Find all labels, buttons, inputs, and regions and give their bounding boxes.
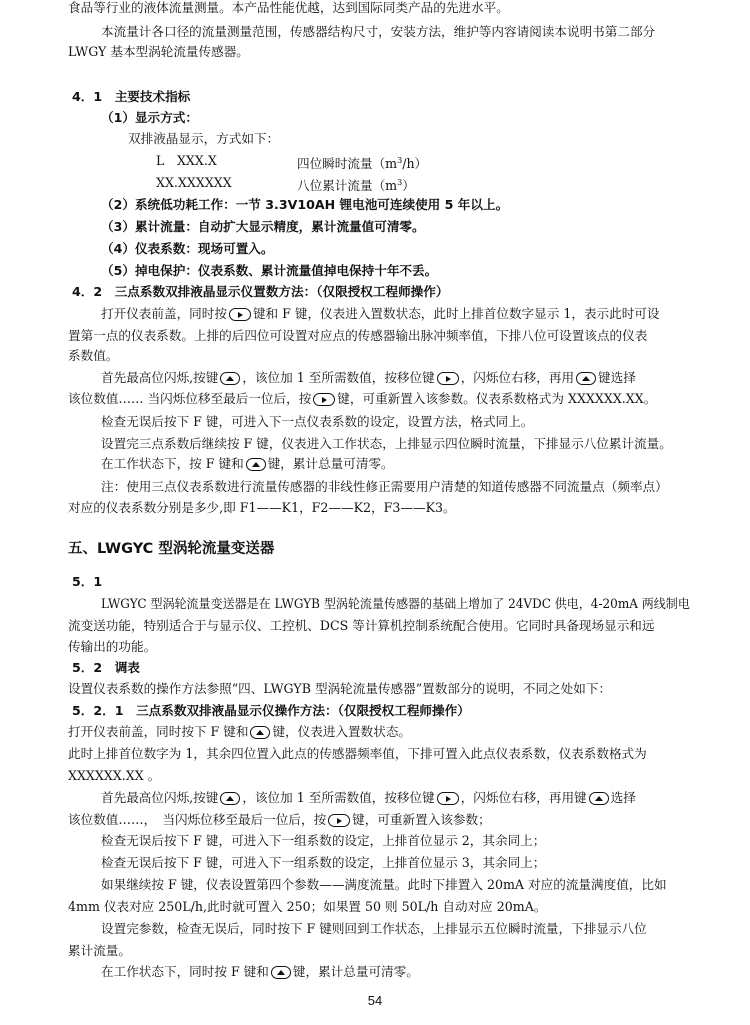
s42-p4: 设置完三点系数后继续按 F 键，仪表进入工作状态，上排显示四位瞬时流量，下排显示八位累计流量。 xyxy=(101,436,672,451)
s521-line10: 设置完参数，检查无误后，同时按下 F 键则回到工作状态，上排显示五位瞬时流量，下排显示八位 xyxy=(101,921,647,936)
s42-p2-line2: 该位数值…… 当闪烁位移至最后一位后，按 键，可重新置入该参数。仪表系数格式为 XXXXXX.XX。 xyxy=(68,391,657,406)
spec-item-2: （2）系统低功耗工作：一节 3.3V10AH 锂电池可连续使用 5 年以上。 xyxy=(101,197,509,212)
s521-line9: 4mm 仪表对应 250L/h,此时就可置入 250；如果置 50 则 50L/h 自动对应 20mA。 xyxy=(68,899,547,914)
s42-p1-line2: 置第一点的仪表系数。上排的后四位可设置对应点的传感器输出脉冲频率值，下排八位可设置该点的仪表 xyxy=(68,328,648,343)
s521-line1: 打开仪表前盖，同时按下 F 键和 键，仪表进入置数状态。 xyxy=(68,724,411,739)
up-key-icon xyxy=(246,458,266,471)
page-number: 54 xyxy=(367,993,383,1008)
intro-line-1: 食品等行业的液体流量测量。本产品性能优越，达到国际同类产品的先进水平。 xyxy=(68,0,509,15)
intro-line-3: LWGY 基本型涡轮流量传感器。 xyxy=(68,44,249,59)
s521-line4: 首先最高位闪烁,按键 ，该位加 1 至所需数值，按移位键 ，闪烁位右移，再用键 选择 xyxy=(101,790,636,805)
section-5-title: 五、LWGYC 型涡轮流量变送器 xyxy=(68,541,275,557)
up-key-icon xyxy=(576,372,596,385)
section-4-1-title: 4．1 主要技术指标 xyxy=(72,89,191,104)
spec-item-3: （3）累计流量：自动扩大显示精度，累计流量值可清零。 xyxy=(101,219,425,234)
up-key-icon xyxy=(220,372,240,385)
display-mode-desc: 双排液晶显示，方式如下： xyxy=(128,131,280,146)
s51-line1: LWGYC 型涡轮流量变送器是在 LWGYB 型涡轮流量传感器的基础上增加了 24VDC 供电，4-20mA 两线制电 xyxy=(101,596,690,611)
up-key-icon xyxy=(271,966,291,979)
shift-key-icon xyxy=(437,792,459,805)
display-row-2-code: XX.XXXXXX xyxy=(156,175,232,190)
up-key-icon xyxy=(220,792,240,805)
intro-line-2: 本流量计各口径的流量测量范围，传感器结构尺寸，安装方法，维护等内容请阅读本说明书第二部分 xyxy=(101,24,656,39)
s521-line6: 检查无误后按下 F 键，可进入下一组系数的设定，上排首位显示 2，其余同上； xyxy=(101,833,546,848)
up-key-icon xyxy=(589,792,609,805)
s42-p1-line1: 打开仪表前盖，同时按 键和 F 键，仪表进入置数状态，此时上排首位数字显示 1，表示此时可设 xyxy=(101,306,660,321)
section-4-2-title: 4．2 三点系数双排液晶显示仪置数方法：（仅限授权工程师操作） xyxy=(72,284,449,299)
s42-p5: 在工作状态下，按 F 键和 键，累计总量可清零。 xyxy=(101,456,394,471)
s42-p1-line3: 系数值。 xyxy=(68,348,119,363)
s521-line5: 该位数值……， 当闪烁位移至最后一位后，按 键，可重新置入该参数； xyxy=(68,812,491,827)
shift-key-icon xyxy=(328,814,350,827)
s521-line8: 如果继续按 F 键，仪表设置第四个参数——满度流量。此时下排置入 20mA 对应的流量满度值，比如 xyxy=(101,877,667,892)
s521-line2: 此时上排首位数字为 1，其余四位置入此点的传感器频率值，下排可置入此点仪表系数，仪表系数格式为 xyxy=(68,746,647,761)
section-5-2-heading: 5．2 调表 xyxy=(72,660,140,675)
s521-line11: 累计流量。 xyxy=(68,943,131,958)
display-mode-heading: （1）显示方式： xyxy=(101,110,198,125)
display-row-1-code: L XXX.X xyxy=(156,153,217,168)
s521-line3: XXXXXX.XX 。 xyxy=(68,768,161,783)
s51-line2: 流变送功能，特别适合于与显示仪、工控机、DCS 等计算机控制系统配合使用。它同时具备现场显示和远 xyxy=(68,618,655,633)
display-row-2-desc: 八位累计流量$(m^3)$ xyxy=(297,178,415,194)
s51-line3: 传输出的功能。 xyxy=(68,639,157,654)
s42-note-line2: 对应的仪表系数分别是多少,即 F1——K1，F2——K2，F3——K3。 xyxy=(68,500,456,515)
shift-key-icon xyxy=(313,393,335,406)
shift-key-icon xyxy=(229,308,251,321)
spec-item-4: （4）仪表系数：现场可置入。 xyxy=(101,241,274,256)
s521-line7: 检查无误后按下 F 键，可进入下一组系数的设定，上排首位显示 3，其余同上； xyxy=(101,855,546,870)
up-key-icon xyxy=(250,726,270,739)
spec-item-5: （5）掉电保护：仪表系数、累计流量值掉电保持十年不丢。 xyxy=(101,263,438,278)
s521-line12: 在工作状态下，同时按 F 键和 键，累计总量可清零。 xyxy=(101,964,419,979)
display-row-1-desc: 四位瞬时流量$(m^3/h)$ xyxy=(297,156,428,172)
s52-intro: 设置仪表系数的操作方法参照“四、LWGYB 型涡轮流量传感器”置数部分的说明，不同之处如下： xyxy=(68,681,612,696)
s42-note-line1: 注：使用三点仪表系数进行流量传感器的非线性修正需要用户清楚的知道传感器不同流量点（频率点） xyxy=(101,479,668,494)
section-5-1-heading: 5．1 xyxy=(72,574,103,589)
s42-p3: 检查无误后按下 F 键，可进入下一点仪表系数的设定，设置方法，格式同上。 xyxy=(101,414,534,429)
section-5-2-1-heading: 5．2．1 三点系数双排液晶显示仪操作方法：（仅限授权工程师操作） xyxy=(72,703,470,718)
s42-p2-line1: 首先最高位闪烁,按键 ，该位加 1 至所需数值，按移位键 ，闪烁位右移，再用 键选择 xyxy=(101,370,636,385)
shift-key-icon xyxy=(437,372,459,385)
